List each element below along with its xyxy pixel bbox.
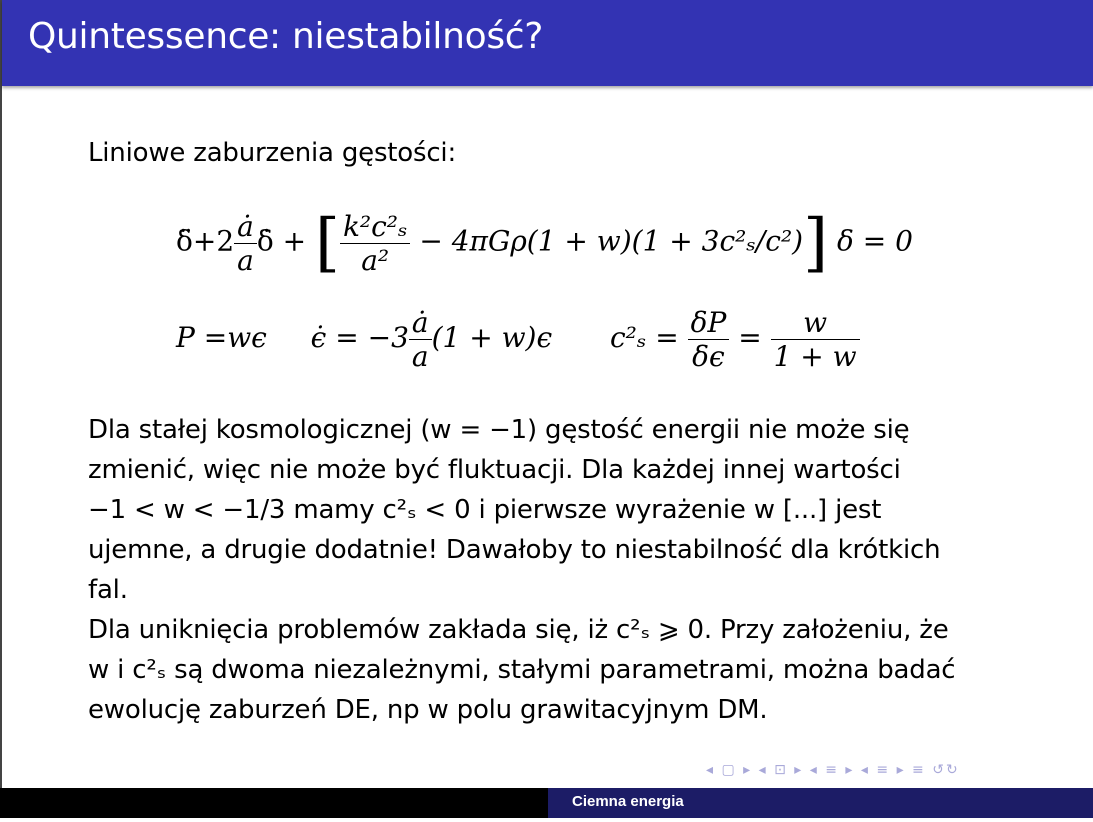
eq2-frac-den: a xyxy=(409,339,432,373)
eq1-frac-k xyxy=(340,210,411,277)
eq2-eps-tail: (1 + w)ϵ xyxy=(431,321,553,354)
eq1-delta-dot: δ̇ + xyxy=(256,224,307,258)
eq1-frac-k-num: k²c²ₛ xyxy=(342,209,408,243)
eq2-equals: = xyxy=(738,321,762,354)
eq1-right-bracket: ] xyxy=(803,206,829,280)
paragraph-line: fal. xyxy=(88,575,128,605)
slide-header xyxy=(2,0,1093,86)
eq2-pressure: P =wϵ xyxy=(176,321,267,354)
beamer-navigation-icons[interactable]: ◂ ▢ ▸ ◂ ⊡ ▸ ◂ ≡ ▸ ◂ ≡ ▸ ≡ ↺↻ xyxy=(706,762,960,778)
paragraph-line: w i c²ₛ są dwoma niezależnymi, stałymi parametrami, można badać xyxy=(88,655,956,685)
eq1-tail: δ = 0 xyxy=(836,224,913,258)
intro-text: Liniowe zaburzenia gęstości: xyxy=(88,138,457,168)
eq1-frac-k-den: a² xyxy=(340,243,411,277)
paragraph-line: −1 < w < −1/3 mamy c²ₛ < 0 i pierwsze wyrażenie w [...] jest xyxy=(88,495,882,525)
eq2-frac-num: ȧ xyxy=(411,306,429,339)
bottom-strip xyxy=(0,818,1093,822)
eq2-cs-head: c²ₛ = xyxy=(609,321,679,354)
paragraph-line: Dla uniknięcia problemów zakłada się, iż c²ₛ ⩾ 0. Przy założeniu, że xyxy=(88,615,949,645)
eq2-frac-w-num: w xyxy=(803,306,828,339)
eq2-frac-dp-den: δϵ xyxy=(688,339,730,373)
left-edge-border xyxy=(0,0,2,822)
equation-perturbation xyxy=(176,206,913,280)
slide-title: Quintessence: niestabilność? xyxy=(28,16,544,57)
eq1-left-bracket: [ xyxy=(314,206,340,280)
eq2-frac-dp xyxy=(688,306,730,373)
eq1-frac-num: ȧ xyxy=(237,209,254,243)
eq1-lhs-head: δ̈+2 xyxy=(176,224,235,258)
paragraph-line: ewolucję zaburzeń DE, np w polu grawitacyjnym DM. xyxy=(88,695,768,725)
eq2-frac-w xyxy=(771,306,860,373)
eq2-frac-w-den: 1 + w xyxy=(771,339,860,373)
eq1-frac-den: a xyxy=(234,243,257,277)
paragraph-line: Dla stałej kosmologicznej (w = −1) gęstość energii nie może się xyxy=(88,415,910,445)
eq1-frac-adot-a xyxy=(234,210,257,277)
eq2-eps-head: ϵ̇ = −3 xyxy=(310,321,409,354)
eq2-frac-dp-num: δP xyxy=(690,306,727,339)
equation-state xyxy=(176,306,860,373)
eq1-middle-term: − 4πGρ(1 + w)(1 + 3c²ₛ/c²) xyxy=(419,224,804,258)
body-paragraph xyxy=(88,410,1028,730)
eq2-frac-adot-a xyxy=(409,306,432,373)
footer-title: Ciemna energia xyxy=(572,793,684,810)
paragraph-line: zmienić, więc nie może być fluktuacji. Dla każdej innej wartości xyxy=(88,455,901,485)
footer-left-bar xyxy=(0,788,548,818)
paragraph-line: ujemne, a drugie dodatnie! Dawałoby to niestabilność dla krótkich xyxy=(88,535,941,565)
